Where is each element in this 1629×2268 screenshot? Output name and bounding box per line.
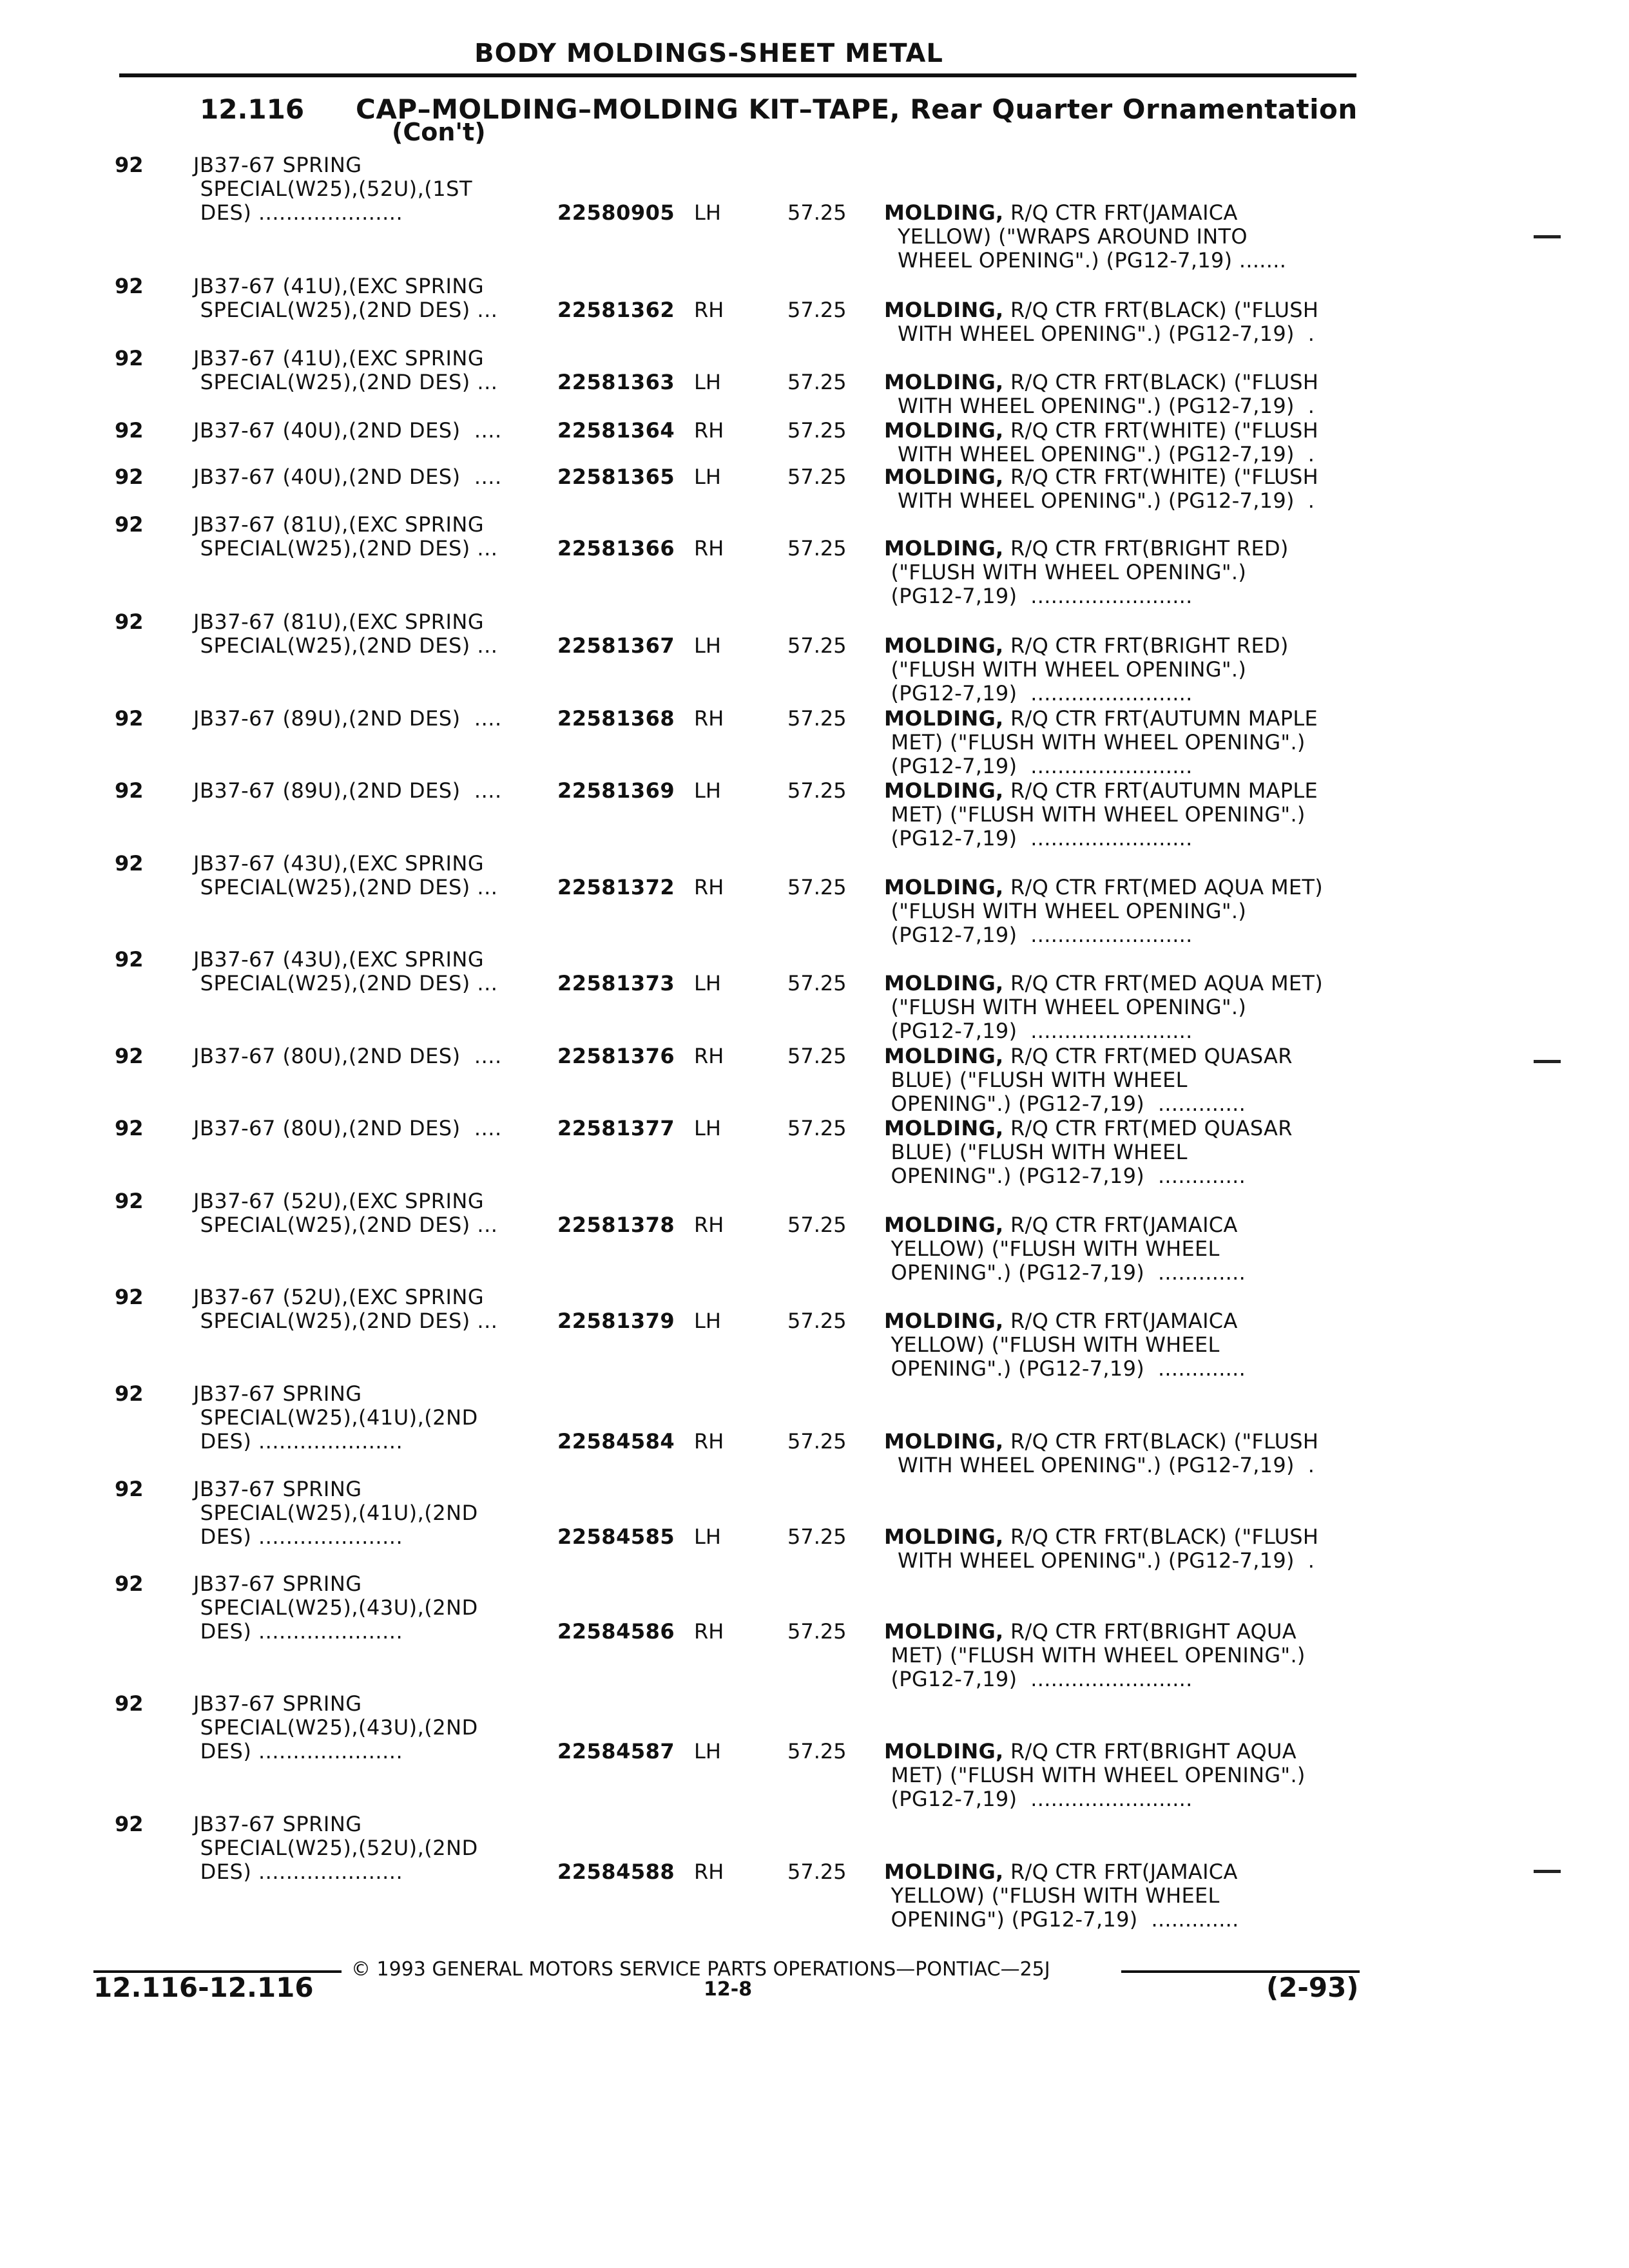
model-year-code: 92 (115, 1812, 144, 1836)
notes-line: MOLDING, R/Q CTR FRT(MED QUASAR (884, 1116, 1293, 1140)
side-designation: RH (694, 1044, 724, 1068)
application-description (193, 1044, 502, 1068)
part-notes (884, 876, 1361, 947)
price: 57.25 (787, 298, 847, 322)
notes-line: YELLOW) ("FLUSH WITH WHEEL (884, 1883, 1220, 1908)
notes-line: MOLDING, R/Q CTR FRT(JAMAICA (884, 1213, 1238, 1237)
side-designation: LH (694, 971, 721, 995)
price: 57.25 (787, 1739, 847, 1763)
part-number: 22581369 (557, 778, 675, 803)
notes-line: YELLOW) ("FLUSH WITH WHEEL (884, 1332, 1220, 1357)
description-line: JB37-67 SPRING (193, 1571, 362, 1596)
application-description (193, 852, 497, 899)
notes-line: MOLDING, R/Q CTR FRT(BRIGHT RED) (884, 633, 1289, 658)
model-year-code: 92 (115, 1116, 144, 1140)
side-designation: RH (694, 418, 724, 443)
notes-line: (PG12-7,19) ........................ (884, 754, 1193, 778)
notes-line: MOLDING, R/Q CTR FRT(JAMAICA (884, 1860, 1238, 1884)
side-designation: LH (694, 633, 721, 658)
application-description (193, 1812, 478, 1884)
footer-date: (2-93) (1266, 1972, 1359, 2003)
description-line: SPECIAL(W25),(2ND DES) ... (193, 633, 498, 658)
notes-line: BLUE) ("FLUSH WITH WHEEL (884, 1068, 1188, 1092)
description-line: JB37-67 (89U),(2ND DES) .... (193, 706, 502, 731)
description-line: JB37-67 (43U),(EXC SPRING (193, 947, 485, 972)
part-notes (884, 1525, 1361, 1573)
notes-line: MOLDING, R/Q CTR FRT(WHITE) ("FLUSH (884, 465, 1319, 489)
section-number: 12.116 (200, 93, 305, 125)
description-line: JB37-67 (52U),(EXC SPRING (193, 1189, 485, 1213)
part-notes (884, 537, 1361, 608)
margin-mark (1534, 235, 1561, 238)
part-number: 22581373 (557, 971, 675, 995)
notes-line: MOLDING, R/Q CTR FRT(BRIGHT AQUA (884, 1739, 1296, 1763)
notes-line: MOLDING, R/Q CTR FRT(AUTUMN MAPLE (884, 778, 1318, 803)
description-line: SPECIAL(W25),(2ND DES) ... (193, 1213, 498, 1237)
part-number: 22581379 (557, 1309, 675, 1333)
notes-line: MOLDING, R/Q CTR FRT(JAMAICA (884, 1309, 1238, 1333)
part-notes (884, 465, 1361, 513)
notes-line: (PG12-7,19) ........................ (884, 1667, 1193, 1691)
price: 57.25 (787, 536, 847, 561)
model-year-code: 92 (115, 1285, 144, 1309)
notes-line: MET) ("FLUSH WITH WHEEL OPENING".) (884, 730, 1306, 754)
price: 57.25 (787, 1429, 847, 1454)
part-number: 22581364 (557, 418, 675, 443)
side-designation: RH (694, 1860, 724, 1884)
model-year-code: 92 (115, 512, 144, 537)
application-description (193, 1117, 502, 1140)
section-continued-label: (Con't) (392, 118, 486, 146)
price: 57.25 (787, 706, 847, 731)
application-description (193, 1572, 478, 1644)
part-number: 22581377 (557, 1116, 675, 1140)
model-year-code: 92 (115, 947, 144, 972)
description-line: SPECIAL(W25),(2ND DES) ... (193, 298, 498, 322)
notes-line: WITH WHEEL OPENING".) (PG12-7,19) . (884, 442, 1315, 466)
page-header-title: BODY MOLDINGS-SHEET METAL (474, 39, 943, 68)
application-description (193, 274, 497, 322)
part-number: 22581376 (557, 1044, 675, 1068)
part-number: 22580905 (557, 200, 675, 225)
price: 57.25 (787, 778, 847, 803)
model-year-code: 92 (115, 346, 144, 370)
price: 57.25 (787, 200, 847, 225)
price: 57.25 (787, 633, 847, 658)
model-year-code: 92 (115, 418, 144, 443)
side-designation: LH (694, 1524, 721, 1549)
model-year-code: 92 (115, 1571, 144, 1596)
notes-line: ("FLUSH WITH WHEEL OPENING".) (884, 657, 1247, 682)
notes-line: (PG12-7,19) ........................ (884, 826, 1193, 850)
notes-line: WITH WHEEL OPENING".) (PG12-7,19) . (884, 322, 1315, 346)
side-designation: RH (694, 298, 724, 322)
description-line: JB37-67 (80U),(2ND DES) .... (193, 1044, 502, 1068)
description-line: DES) ..................... (193, 1860, 403, 1884)
part-number: 22581366 (557, 536, 675, 561)
description-line: JB37-67 (81U),(EXC SPRING (193, 512, 485, 537)
price: 57.25 (787, 370, 847, 394)
notes-line: ("FLUSH WITH WHEEL OPENING".) (884, 560, 1247, 584)
model-year-code: 92 (115, 153, 144, 177)
description-line: JB37-67 (81U),(EXC SPRING (193, 610, 485, 634)
notes-line: WHEEL OPENING".) (PG12-7,19) ....... (884, 248, 1287, 273)
part-number: 22581372 (557, 875, 675, 899)
model-year-code: 92 (115, 778, 144, 803)
price: 57.25 (787, 1619, 847, 1644)
part-number: 22584587 (557, 1739, 675, 1763)
part-notes (884, 1860, 1361, 1932)
notes-line: WITH WHEEL OPENING".) (PG12-7,19) . (884, 1453, 1315, 1477)
application-description (193, 347, 497, 394)
description-line: JB37-67 SPRING (193, 1477, 362, 1501)
notes-line: YELLOW) ("FLUSH WITH WHEEL (884, 1236, 1220, 1261)
notes-line: YELLOW) ("WRAPS AROUND INTO (884, 224, 1248, 249)
model-year-code: 92 (115, 1691, 144, 1716)
description-line: SPECIAL(W25),(2ND DES) ... (193, 1309, 498, 1333)
application-description (193, 610, 497, 658)
side-designation: RH (694, 875, 724, 899)
notes-line: OPENING".) (PG12-7,19) ............. (884, 1260, 1246, 1285)
notes-line: MOLDING, R/Q CTR FRT(MED AQUA MET) (884, 971, 1324, 995)
side-designation: LH (694, 465, 721, 489)
description-line: JB37-67 (89U),(2ND DES) .... (193, 778, 502, 803)
notes-line: MOLDING, R/Q CTR FRT(AUTUMN MAPLE (884, 706, 1318, 731)
part-number: 22584586 (557, 1619, 675, 1644)
price: 57.25 (787, 1860, 847, 1884)
description-line: JB37-67 SPRING (193, 1812, 362, 1836)
description-line: JB37-67 (41U),(EXC SPRING (193, 274, 485, 298)
part-number: 22581363 (557, 370, 675, 394)
price: 57.25 (787, 1116, 847, 1140)
notes-line: WITH WHEEL OPENING".) (PG12-7,19) . (884, 394, 1315, 418)
notes-line: MOLDING, R/Q CTR FRT(WHITE) ("FLUSH (884, 418, 1319, 443)
side-designation: LH (694, 1739, 721, 1763)
side-designation: LH (694, 778, 721, 803)
application-description (193, 465, 502, 489)
notes-line: WITH WHEEL OPENING".) (PG12-7,19) . (884, 1548, 1315, 1573)
side-designation: RH (694, 1213, 724, 1237)
price: 57.25 (787, 418, 847, 443)
description-line: JB37-67 (80U),(2ND DES) .... (193, 1116, 502, 1140)
model-year-code: 92 (115, 1044, 144, 1068)
description-line: SPECIAL(W25),(43U),(2ND (193, 1595, 478, 1620)
model-year-code: 92 (115, 465, 144, 489)
application-description (193, 1285, 497, 1333)
side-designation: RH (694, 1429, 724, 1454)
description-line: JB37-67 SPRING (193, 153, 362, 177)
side-designation: LH (694, 370, 721, 394)
model-year-code: 92 (115, 1477, 144, 1501)
notes-line: MOLDING, R/Q CTR FRT(JAMAICA (884, 200, 1238, 225)
description-line: SPECIAL(W25),(41U),(2ND (193, 1405, 478, 1430)
side-designation: RH (694, 1619, 724, 1644)
part-notes (884, 1430, 1361, 1477)
notes-line: MOLDING, R/Q CTR FRT(MED QUASAR (884, 1044, 1293, 1068)
part-notes (884, 298, 1361, 346)
section-title: CAP–MOLDING–MOLDING KIT–TAPE, Rear Quarter Ornamentation (356, 93, 1358, 125)
notes-line: BLUE) ("FLUSH WITH WHEEL (884, 1140, 1188, 1164)
part-notes (884, 1213, 1361, 1285)
part-notes (884, 1740, 1361, 1811)
notes-line: (PG12-7,19) ........................ (884, 584, 1193, 608)
notes-line: ("FLUSH WITH WHEEL OPENING".) (884, 995, 1247, 1019)
application-description (193, 779, 502, 803)
part-number: 22584584 (557, 1429, 675, 1454)
part-number: 22584588 (557, 1860, 675, 1884)
notes-line: ("FLUSH WITH WHEEL OPENING".) (884, 899, 1247, 923)
application-description (193, 153, 472, 225)
price: 57.25 (787, 875, 847, 899)
application-description (193, 1477, 478, 1549)
notes-line: OPENING".) (PG12-7,19) ............. (884, 1091, 1246, 1116)
notes-line: MOLDING, R/Q CTR FRT(BLACK) ("FLUSH (884, 1429, 1319, 1454)
part-number: 22581367 (557, 633, 675, 658)
description-line: JB37-67 SPRING (193, 1381, 362, 1406)
description-line: SPECIAL(W25),(2ND DES) ... (193, 971, 498, 995)
price: 57.25 (787, 1524, 847, 1549)
description-line: DES) ..................... (193, 1739, 403, 1763)
part-notes (884, 1044, 1361, 1116)
description-line: JB37-67 (40U),(2ND DES) .... (193, 418, 502, 443)
model-year-code: 92 (115, 274, 144, 298)
part-notes (884, 1620, 1361, 1691)
side-designation: LH (694, 200, 721, 225)
footer-page-number: 12-8 (704, 1978, 753, 2001)
price: 57.25 (787, 465, 847, 489)
part-number: 22581365 (557, 465, 675, 489)
description-line: SPECIAL(W25),(41U),(2ND (193, 1501, 478, 1525)
part-notes (884, 201, 1361, 273)
notes-line: WITH WHEEL OPENING".) (PG12-7,19) . (884, 488, 1315, 513)
description-line: JB37-67 (52U),(EXC SPRING (193, 1285, 485, 1309)
price: 57.25 (787, 1044, 847, 1068)
application-description (193, 513, 497, 561)
description-line: DES) ..................... (193, 1524, 403, 1549)
notes-line: MET) ("FLUSH WITH WHEEL OPENING".) (884, 1763, 1306, 1787)
part-notes (884, 634, 1361, 706)
description-line: JB37-67 SPRING (193, 1691, 362, 1716)
part-notes (884, 370, 1361, 418)
part-notes (884, 1309, 1361, 1381)
application-description (193, 1692, 478, 1763)
description-line: SPECIAL(W25),(43U),(2ND (193, 1715, 478, 1740)
application-description (193, 1382, 478, 1454)
application-description (193, 948, 497, 995)
notes-line: MOLDING, R/Q CTR FRT(BRIGHT RED) (884, 536, 1289, 561)
notes-line: OPENING".) (PG12-7,19) ............. (884, 1356, 1246, 1381)
application-description (193, 1189, 497, 1237)
description-line: JB37-67 (41U),(EXC SPRING (193, 346, 485, 370)
side-designation: LH (694, 1116, 721, 1140)
application-description (193, 419, 502, 443)
notes-line: (PG12-7,19) ........................ (884, 1019, 1193, 1043)
notes-line: OPENING".) (PG12-7,19) ............. (884, 1164, 1246, 1188)
model-year-code: 92 (115, 610, 144, 634)
application-description (193, 707, 502, 731)
notes-line: MOLDING, R/Q CTR FRT(BLACK) ("FLUSH (884, 1524, 1319, 1549)
part-notes (884, 1117, 1361, 1188)
description-line: SPECIAL(W25),(52U),(2ND (193, 1836, 478, 1860)
model-year-code: 92 (115, 851, 144, 876)
price: 57.25 (787, 1309, 847, 1333)
part-notes (884, 779, 1361, 850)
notes-line: MET) ("FLUSH WITH WHEEL OPENING".) (884, 1643, 1306, 1667)
notes-line: (PG12-7,19) ........................ (884, 1787, 1193, 1811)
part-notes (884, 707, 1361, 778)
description-line: SPECIAL(W25),(2ND DES) ... (193, 536, 498, 561)
margin-mark (1534, 1870, 1561, 1873)
notes-line: (PG12-7,19) ........................ (884, 681, 1193, 706)
description-line: DES) ..................... (193, 1619, 403, 1644)
description-line: JB37-67 (40U),(2ND DES) .... (193, 465, 502, 489)
part-notes (884, 972, 1361, 1043)
part-number: 22581378 (557, 1213, 675, 1237)
part-number: 22581362 (557, 298, 675, 322)
description-line: SPECIAL(W25),(52U),(1ST (193, 177, 472, 201)
notes-line: MET) ("FLUSH WITH WHEEL OPENING".) (884, 802, 1306, 827)
description-line: SPECIAL(W25),(2ND DES) ... (193, 875, 498, 899)
description-line: DES) ..................... (193, 1429, 403, 1454)
side-designation: RH (694, 706, 724, 731)
description-line: DES) ..................... (193, 200, 403, 225)
header-divider (119, 73, 1356, 77)
notes-line: MOLDING, R/Q CTR FRT(BLACK) ("FLUSH (884, 370, 1319, 394)
part-number: 22581368 (557, 706, 675, 731)
side-designation: LH (694, 1309, 721, 1333)
footer-copyright: © 1993 GENERAL MOTORS SERVICE PARTS OPERATIONS—PONTIAC—25J (351, 1958, 1050, 1981)
side-designation: RH (694, 536, 724, 561)
notes-line: MOLDING, R/Q CTR FRT(MED AQUA MET) (884, 875, 1324, 899)
description-line: SPECIAL(W25),(2ND DES) ... (193, 370, 498, 394)
margin-mark (1534, 1060, 1561, 1063)
part-notes (884, 419, 1361, 466)
price: 57.25 (787, 1213, 847, 1237)
part-number: 22584585 (557, 1524, 675, 1549)
notes-line: MOLDING, R/Q CTR FRT(BRIGHT AQUA (884, 1619, 1296, 1644)
footer-section-range: 12.116-12.116 (93, 1972, 314, 2003)
description-line: JB37-67 (43U),(EXC SPRING (193, 851, 485, 876)
notes-line: OPENING") (PG12-7,19) ............. (884, 1907, 1239, 1932)
model-year-code: 92 (115, 1381, 144, 1406)
notes-line: MOLDING, R/Q CTR FRT(BLACK) ("FLUSH (884, 298, 1319, 322)
price: 57.25 (787, 971, 847, 995)
notes-line: (PG12-7,19) ........................ (884, 923, 1193, 947)
model-year-code: 92 (115, 1189, 144, 1213)
model-year-code: 92 (115, 706, 144, 731)
